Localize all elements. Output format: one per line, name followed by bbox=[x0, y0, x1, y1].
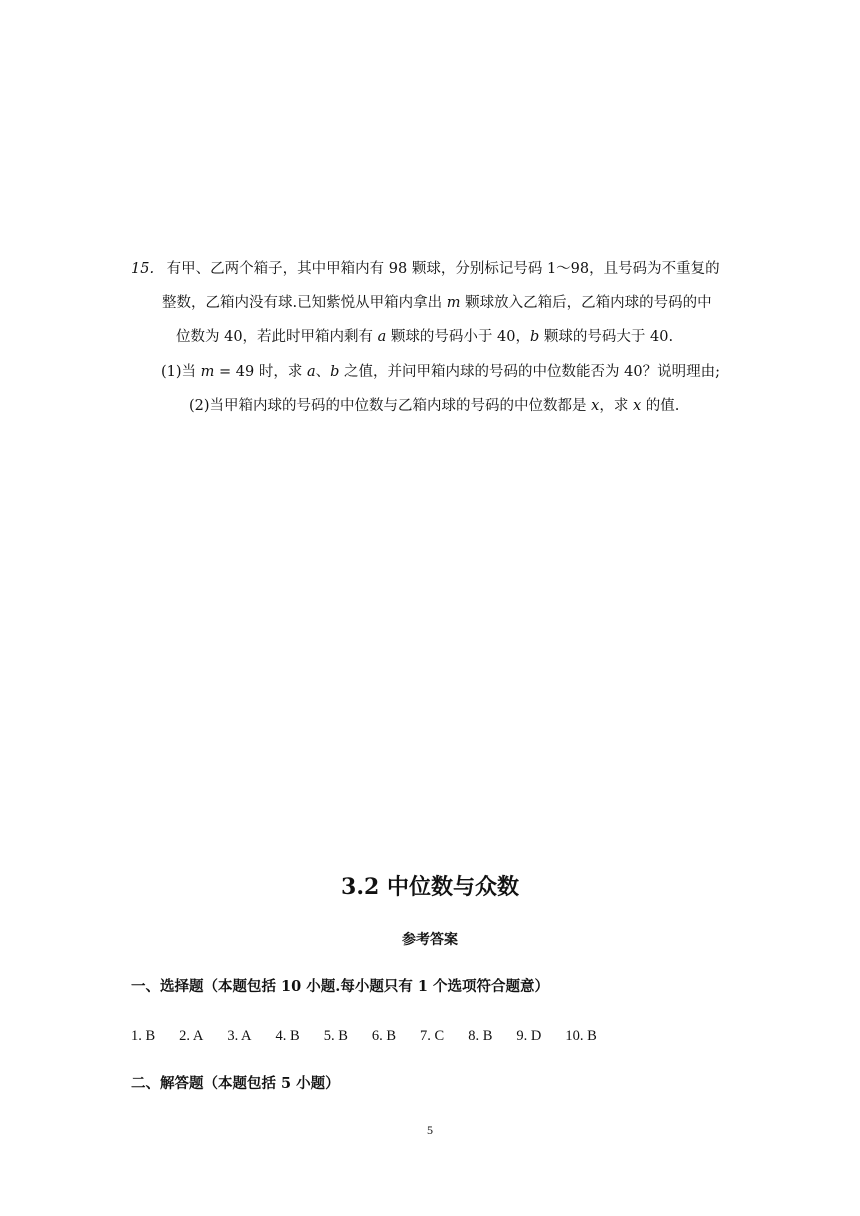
answer-key-heading: 参考答案 bbox=[402, 932, 458, 948]
answer-item: 10. B bbox=[565, 1028, 597, 1044]
answer-item: 3. A bbox=[227, 1028, 252, 1044]
answer-item: 6. B bbox=[371, 1028, 397, 1044]
question-text-segment: = 49 时，求 bbox=[214, 364, 307, 380]
question-part-2 bbox=[189, 396, 679, 416]
variable-x: x bbox=[591, 398, 600, 414]
section-title: 3.2 中位数与众数 bbox=[341, 874, 519, 900]
question-text-segment: 位数为 40，若此时甲箱内剩有 bbox=[176, 329, 378, 345]
answer-item: 7. C bbox=[420, 1028, 445, 1044]
question-text-segment: ，求 bbox=[599, 398, 633, 414]
variable-m: m bbox=[200, 364, 215, 380]
variable-b: b bbox=[330, 364, 340, 380]
question-text-segment: (2)当甲箱内球的号码的中位数与乙箱内球的号码的中位数都是 bbox=[189, 398, 592, 414]
answer-list bbox=[131, 1026, 621, 1046]
variable-b: b bbox=[530, 329, 540, 345]
question-text-line-1: 有甲、乙两个箱子，其中甲箱内有 98 颗球，分别标记号码 1～98，且号码为不重复的 bbox=[166, 261, 720, 277]
answer-item: 1. B bbox=[131, 1028, 156, 1044]
answer-item: 9. D bbox=[516, 1028, 542, 1044]
page-number: 5 bbox=[427, 1123, 433, 1137]
answer-item: 4. B bbox=[275, 1028, 300, 1044]
variable-a: a bbox=[306, 364, 316, 380]
question-text-segment: 颗球的号码大于 40. bbox=[539, 329, 674, 345]
question-text-segment: 整数，乙箱内没有球.已知紫悦从甲箱内拿出 bbox=[162, 295, 447, 311]
question-text-segment: 之值，并问甲箱内球的号码的中位数能否为 40？说明理由; bbox=[339, 364, 720, 380]
question-text-segment: 颗球的号码小于 40， bbox=[386, 329, 530, 345]
question-text-segment: 的值. bbox=[641, 398, 680, 414]
variable-a: a bbox=[377, 329, 387, 345]
variable-x: x bbox=[632, 398, 642, 414]
question-line-1 bbox=[131, 259, 720, 279]
variable-m: m bbox=[446, 295, 461, 311]
answer-item: 8. B bbox=[468, 1028, 493, 1044]
question-line-3 bbox=[176, 327, 673, 347]
question-line-2 bbox=[162, 293, 712, 313]
question-text-segment: 颗球放入乙箱后，乙箱内球的号码的中 bbox=[460, 295, 712, 311]
question-part-1 bbox=[161, 362, 720, 382]
answer-item: 2. A bbox=[179, 1028, 204, 1044]
question-text-segment: 、 bbox=[315, 364, 331, 380]
solution-section-heading: 二、解答题（本题包括 5 小题） bbox=[131, 1075, 340, 1092]
question-number: 15. bbox=[131, 261, 155, 277]
answer-item: 5. B bbox=[323, 1028, 348, 1044]
question-text-segment: (1)当 bbox=[161, 364, 201, 380]
choice-section-heading: 一、选择题（本题包括 10 小题.每小题只有 1 个选项符合题意） bbox=[131, 978, 550, 995]
